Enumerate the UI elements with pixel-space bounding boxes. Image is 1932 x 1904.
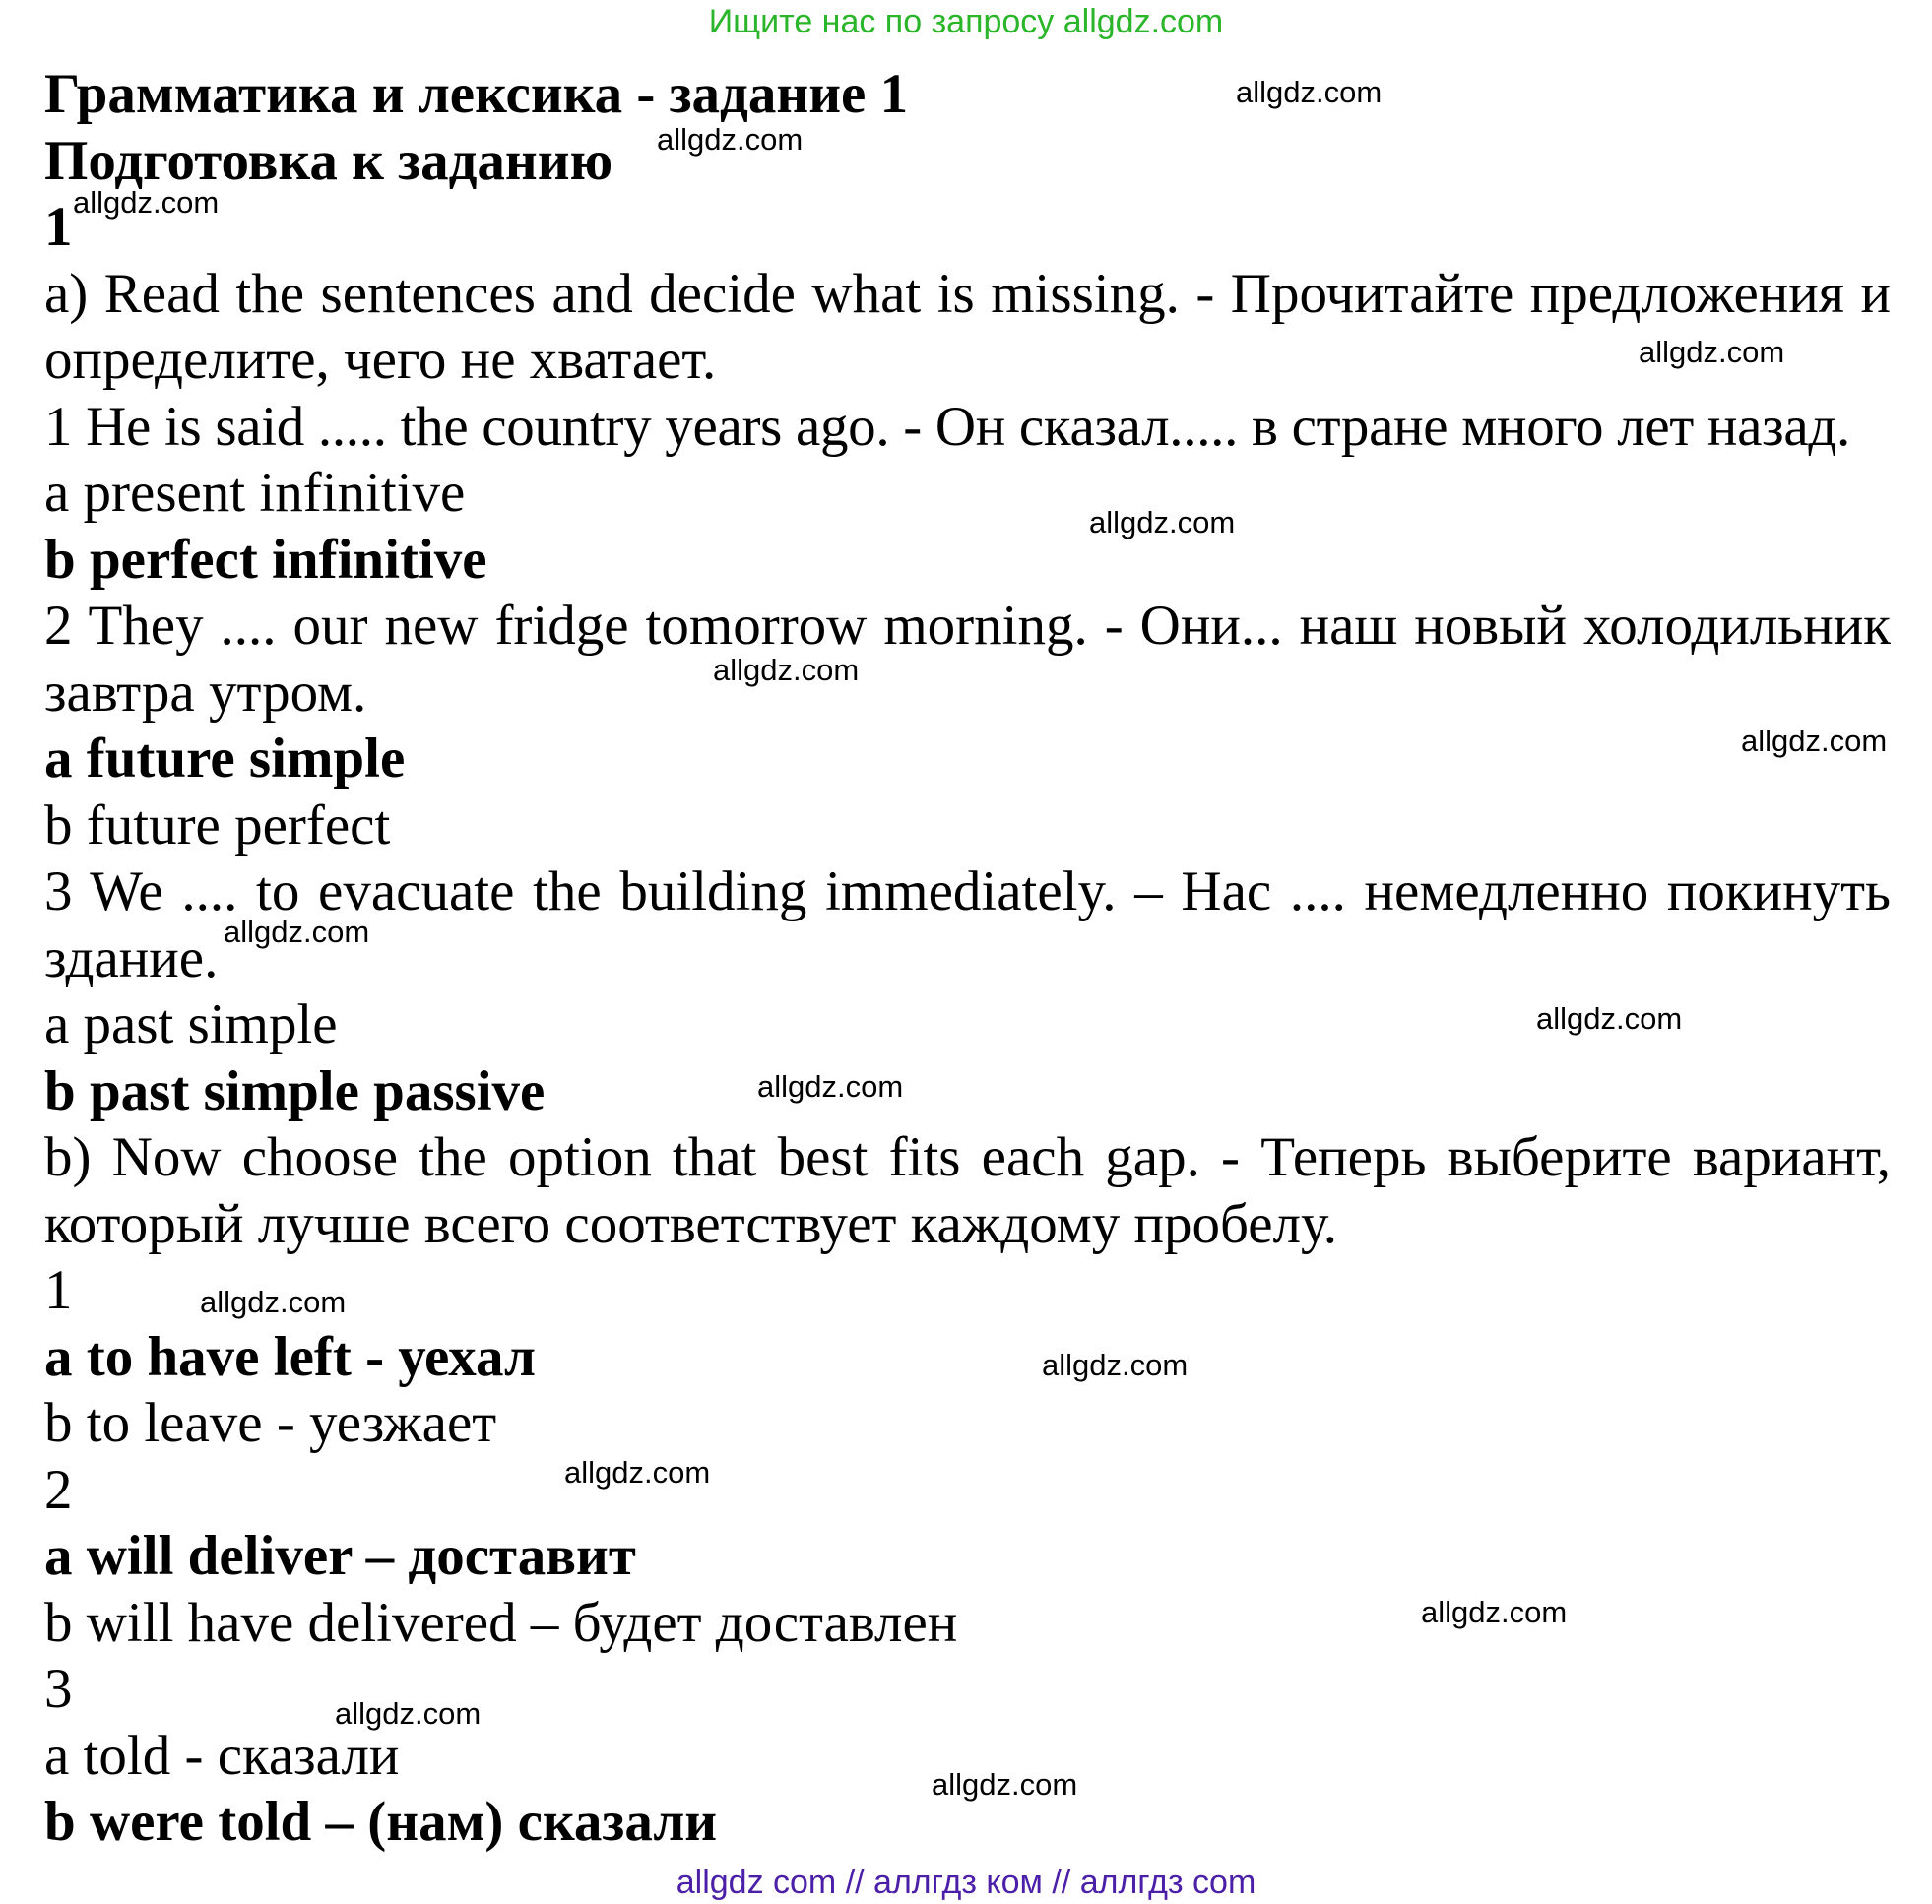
- watermark: allgdz.com: [1536, 1001, 1683, 1036]
- part-b-option-2b: b will have delivered – будет доставлен: [44, 1591, 958, 1654]
- part-a-sentence-1: 1 He is said ..... the country years ago. - Он сказал..... в стране много лет назад.: [44, 395, 1850, 458]
- bottom-banner[interactable]: allgdz com // аллгдз ком // аллгдз com: [676, 1864, 1256, 1901]
- document-body: [44, 61, 1891, 1856]
- watermark: allgdz.com: [224, 915, 370, 949]
- watermark: allgdz.com: [1089, 505, 1236, 539]
- part-a-sentence-2: 2 They .... our new fridge tomorrow morning. - Они... наш новый холодильник завтра утром.: [44, 595, 1891, 724]
- part-b-number-3: 3: [44, 1658, 73, 1720]
- watermark: allgdz.com: [200, 1285, 347, 1319]
- watermark: allgdz.com: [564, 1455, 711, 1490]
- watermark: allgdz.com: [757, 1069, 904, 1104]
- part-b-option-3b: b were told – (нам) сказали: [44, 1791, 718, 1853]
- watermark: allgdz.com: [657, 122, 804, 157]
- part-b-option-1a: a to have left - уехал: [44, 1325, 536, 1388]
- part-a-option-1b: b perfect infinitive: [44, 528, 487, 591]
- watermark: allgdz.com: [1639, 335, 1785, 369]
- watermark: allgdz.com: [1421, 1595, 1568, 1629]
- part-b-option-3a: a told - сказали: [44, 1724, 400, 1787]
- top-banner[interactable]: Ищите нас по запросу allgdz.com: [708, 3, 1224, 40]
- section-subtitle: Подготовка к заданию: [44, 129, 613, 192]
- part-a-option-1a: a present infinitive: [44, 462, 466, 524]
- part-b-option-1b: b to leave - уезжает: [44, 1392, 497, 1454]
- watermark: allgdz.com: [335, 1696, 482, 1731]
- watermark: allgdz.com: [932, 1767, 1078, 1802]
- part-b-number-1: 1: [44, 1259, 73, 1321]
- part-a-option-3b: b past simple passive: [44, 1059, 546, 1122]
- part-a-sentence-3: 3 We .... to evacuate the building immediately. – Нас .... немедленно покинуть здание.: [44, 860, 1891, 989]
- part-a-option-2b: b future perfect: [44, 793, 391, 857]
- watermark: allgdz.com: [713, 653, 860, 687]
- part-a-option-3a: a past simple: [44, 993, 338, 1055]
- watermark: allgdz.com: [73, 185, 220, 220]
- watermark: allgdz.com: [1042, 1348, 1189, 1382]
- part-b-instruction: b) Now choose the option that best fits each gap. - Теперь выберите вариант, который лучше всего соответствует каждому пробелу.: [44, 1126, 1891, 1255]
- part-a-instruction: a) Read the sentences and decide what is missing. - Прочитайте предложения и определите, чего не хватает.: [44, 262, 1891, 391]
- watermark: allgdz.com: [1741, 724, 1888, 758]
- page-title: Грамматика и лексика - задание 1: [44, 63, 909, 125]
- watermark: allgdz.com: [1236, 75, 1383, 109]
- part-b-number-2: 2: [44, 1458, 73, 1521]
- part-a-option-2a: a future simple: [44, 728, 406, 790]
- part-b-option-2a: a will deliver – доставит: [44, 1525, 636, 1587]
- task-number: 1: [44, 196, 73, 258]
